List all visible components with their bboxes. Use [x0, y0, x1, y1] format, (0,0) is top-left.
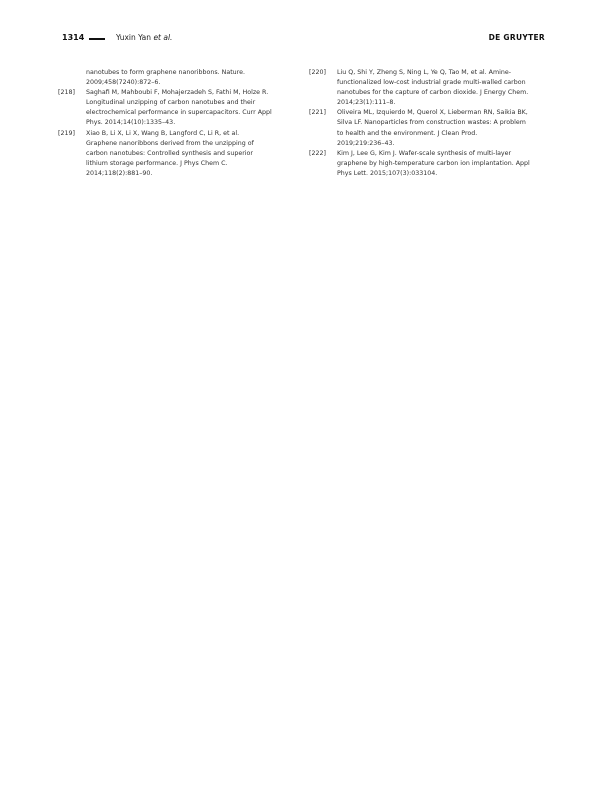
reference-text-line: functionalized low-cost industrial grade multi-walled carbon — [337, 79, 526, 87]
reference-text-line: Xiao B, Li X, Li X, Wang B, Langford C, Li R, et al. — [86, 129, 240, 137]
reference-text-line: electrochemical performance in supercapacitors. Curr Appl — [86, 109, 272, 117]
reference-text-line: 2014;23(1):111–8. — [337, 99, 396, 107]
reference-text-line: nanotubes to form graphene nanoribbons. Nature. — [86, 69, 245, 76]
reference-text-line: Longitudinal unzipping of carbon nanotubes and their — [86, 99, 256, 107]
reference-text-line: Phys Lett. 2015;107(3):033104. — [337, 169, 438, 177]
reference-number: [221] — [309, 109, 326, 117]
reference-text-line: Oliveira ML, Izquierdo M, Querol X, Lieberman RN, Saikia BK, — [337, 109, 528, 117]
author-name: Yuxin Yan — [116, 33, 152, 42]
et-al: et al. — [153, 33, 173, 42]
reference-entry — [309, 68, 549, 108]
reference-text-line: 2019;219:236–43. — [337, 139, 395, 147]
reference-text-line: Kim J, Lee G, Kim J. Wafer-scale synthesis of multi-layer — [337, 149, 512, 157]
running-author — [116, 33, 172, 43]
publisher-name: DE GRUYTER — [488, 33, 545, 42]
reference-text-line: Graphene nanoribbons derived from the unzipping of — [86, 139, 254, 147]
reference-text-line: Saghafi M, Mahboubi F, Mohajerzadeh S, Fathi M, Holze R. — [86, 89, 269, 97]
reference-text-line: Liu Q, Shi Y, Zheng S, Ning L, Ye Q, Tao M, et al. Amine- — [337, 69, 512, 76]
reference-entry — [58, 68, 298, 88]
reference-text-line: Phys. 2014;14(10):1335–43. — [86, 119, 176, 127]
references-left-column — [58, 68, 298, 179]
reference-text-line: carbon nanotubes: Controlled synthesis and superior — [86, 149, 253, 157]
reference-text-line: Silva LF. Nanoparticles from construction wastes: A problem — [337, 119, 526, 127]
reference-text-line: graphene by high-temperature carbon ion implantation. Appl — [337, 159, 530, 167]
running-head — [62, 33, 545, 45]
reference-number: [222] — [309, 149, 326, 157]
references-right-column — [309, 68, 549, 179]
reference-text-line: 2009;458(7240):872–6. — [86, 79, 161, 87]
reference-number: [220] — [309, 69, 326, 76]
reference-entry — [58, 88, 298, 128]
reference-entry — [58, 129, 298, 179]
reference-text-line: lithium storage performance. J Phys Chem C. — [86, 159, 228, 167]
reference-number: [218] — [58, 89, 75, 97]
reference-entry — [309, 108, 549, 148]
page-number: 1314 — [62, 33, 85, 42]
reference-text-line: to health and the environment. J Clean Prod. — [337, 129, 478, 137]
reference-text-line: nanotubes for the capture of carbon dioxide. J Energy Chem. — [337, 89, 529, 97]
header-rule — [89, 38, 105, 40]
reference-entry — [309, 149, 549, 179]
reference-text-line: 2014;118(2):881–90. — [86, 169, 153, 177]
reference-number: [219] — [58, 129, 75, 137]
